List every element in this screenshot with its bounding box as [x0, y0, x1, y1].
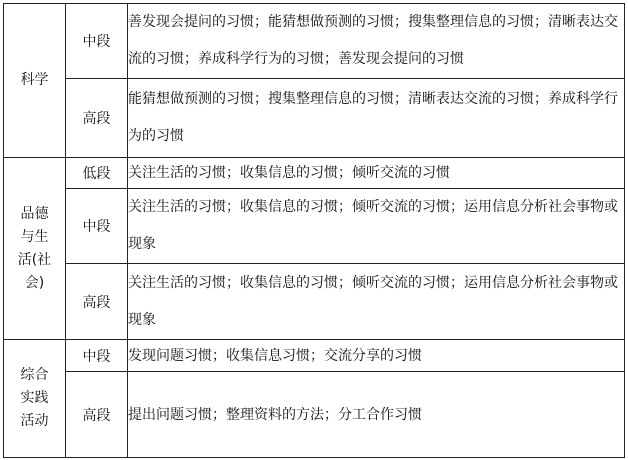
stage-label: 高段 [82, 407, 111, 424]
habits-cell [128, 158, 625, 189]
habits-text: 关注生活的习惯；收集信息的习惯；倾听交流的习惯；运用信息分析社会事物或现象 [128, 199, 618, 252]
table-row [4, 189, 625, 264]
habits-text: 关注生活的习惯；收集信息的习惯；倾听交流的习惯；运用信息分析社会事物或现象 [128, 274, 618, 328]
habits-text: 发现问题习惯；收集信息习惯；交流分享的习惯 [128, 347, 422, 364]
table-row [4, 372, 625, 458]
subject-name-line: 活(社 [17, 251, 52, 268]
habits-text: 善发现会提问的习惯；能猜想做预测的习惯；搜集整理信息的习惯；清晰表达交流的习惯；养成科学行为的习惯；善发现会提问的习惯 [128, 14, 618, 67]
stage-label: 高段 [82, 111, 111, 127]
subject-name-line: 活动 [20, 413, 49, 429]
subject-name-line: 与生 [20, 228, 49, 245]
habits-text: 能猜想做预测的习惯；搜集整理信息的习惯；清晰表达交流的习惯；养成科学行为的习惯 [128, 91, 618, 144]
subject-name: 科学 [20, 72, 49, 88]
table-row [4, 340, 625, 372]
subject-cell [4, 340, 66, 458]
table-row [4, 264, 625, 340]
habits-cell [128, 4, 625, 79]
stage-cell [66, 264, 128, 340]
subject-name-line: 会) [24, 274, 45, 291]
stage-label: 低段 [82, 166, 111, 182]
subject-cell [4, 4, 66, 158]
stage-label: 高段 [82, 294, 111, 311]
stage-cell [66, 189, 128, 264]
stage-label: 中段 [82, 34, 111, 50]
stage-label: 中段 [82, 348, 111, 365]
habits-cell [128, 340, 625, 372]
habits-cell [128, 264, 625, 340]
stage-cell [66, 4, 128, 79]
subject-name-line: 品德 [20, 205, 49, 222]
stage-cell [66, 340, 128, 372]
habits-text: 关注生活的习惯；收集信息的习惯；倾听交流的习惯 [128, 165, 450, 181]
stage-label: 中段 [82, 219, 111, 235]
subject-name-line: 实践 [20, 390, 49, 406]
habits-table [3, 3, 625, 458]
table-row [4, 158, 625, 189]
subject-cell [4, 158, 66, 340]
habits-cell [128, 189, 625, 264]
table-row [4, 79, 625, 158]
habits-text: 提出问题习惯；整理资料的方法；分工合作习惯 [128, 406, 422, 423]
table-row [4, 4, 625, 79]
habits-cell [128, 372, 625, 458]
stage-cell [66, 372, 128, 458]
habits-cell [128, 79, 625, 158]
subject-name-line: 综合 [20, 367, 49, 383]
stage-cell [66, 158, 128, 189]
stage-cell [66, 79, 128, 158]
